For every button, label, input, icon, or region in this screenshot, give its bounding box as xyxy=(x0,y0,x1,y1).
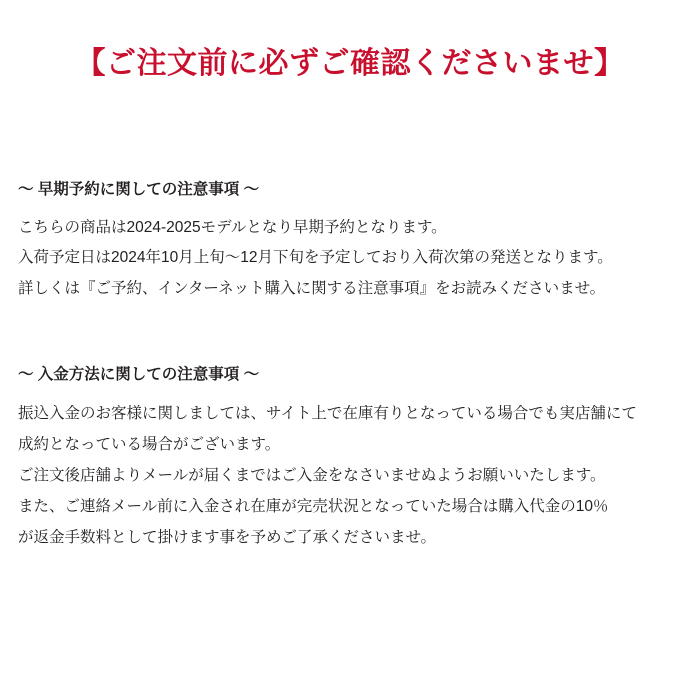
section-early-reservation xyxy=(18,178,686,304)
section-title: 〜 早期予約に関しての注意事項 〜 xyxy=(18,181,260,198)
section-title: 〜 入金方法に関しての注意事項 〜 xyxy=(18,366,260,383)
section-line: 振込入金のお客様に関しましては、サイト上で在庫有りとなっている場合でも実店舗にて xyxy=(18,405,637,423)
section-line: ご注文後店舗よりメールが届くまではご入金をなさいませぬようお願いいたします。 xyxy=(18,467,606,485)
section-line: こちらの商品は2024-2025モデルとなり早期予約となります。 xyxy=(18,219,447,237)
section-line: 入荷予定日は2024年10月上旬〜12月下旬を予定しており入荷次第の発送となります。 xyxy=(18,249,613,267)
section-payment-method xyxy=(18,363,686,553)
section-line: が返金手数料として掛けます事を予めご了承くださいませ。 xyxy=(18,529,437,547)
section-line: 詳しくは『ご予約、インターネット購入に関する注意事項』をお読みくださいませ。 xyxy=(18,279,606,297)
page-title: 【ご注文前に必ずご確認くださいませ】 xyxy=(75,47,625,80)
section-line: 成約となっている場合がございます。 xyxy=(18,436,281,454)
section-line: また、ご連絡メール前に入金され在庫が完売状況となっていた場合は購入代金の10％ xyxy=(18,498,609,516)
